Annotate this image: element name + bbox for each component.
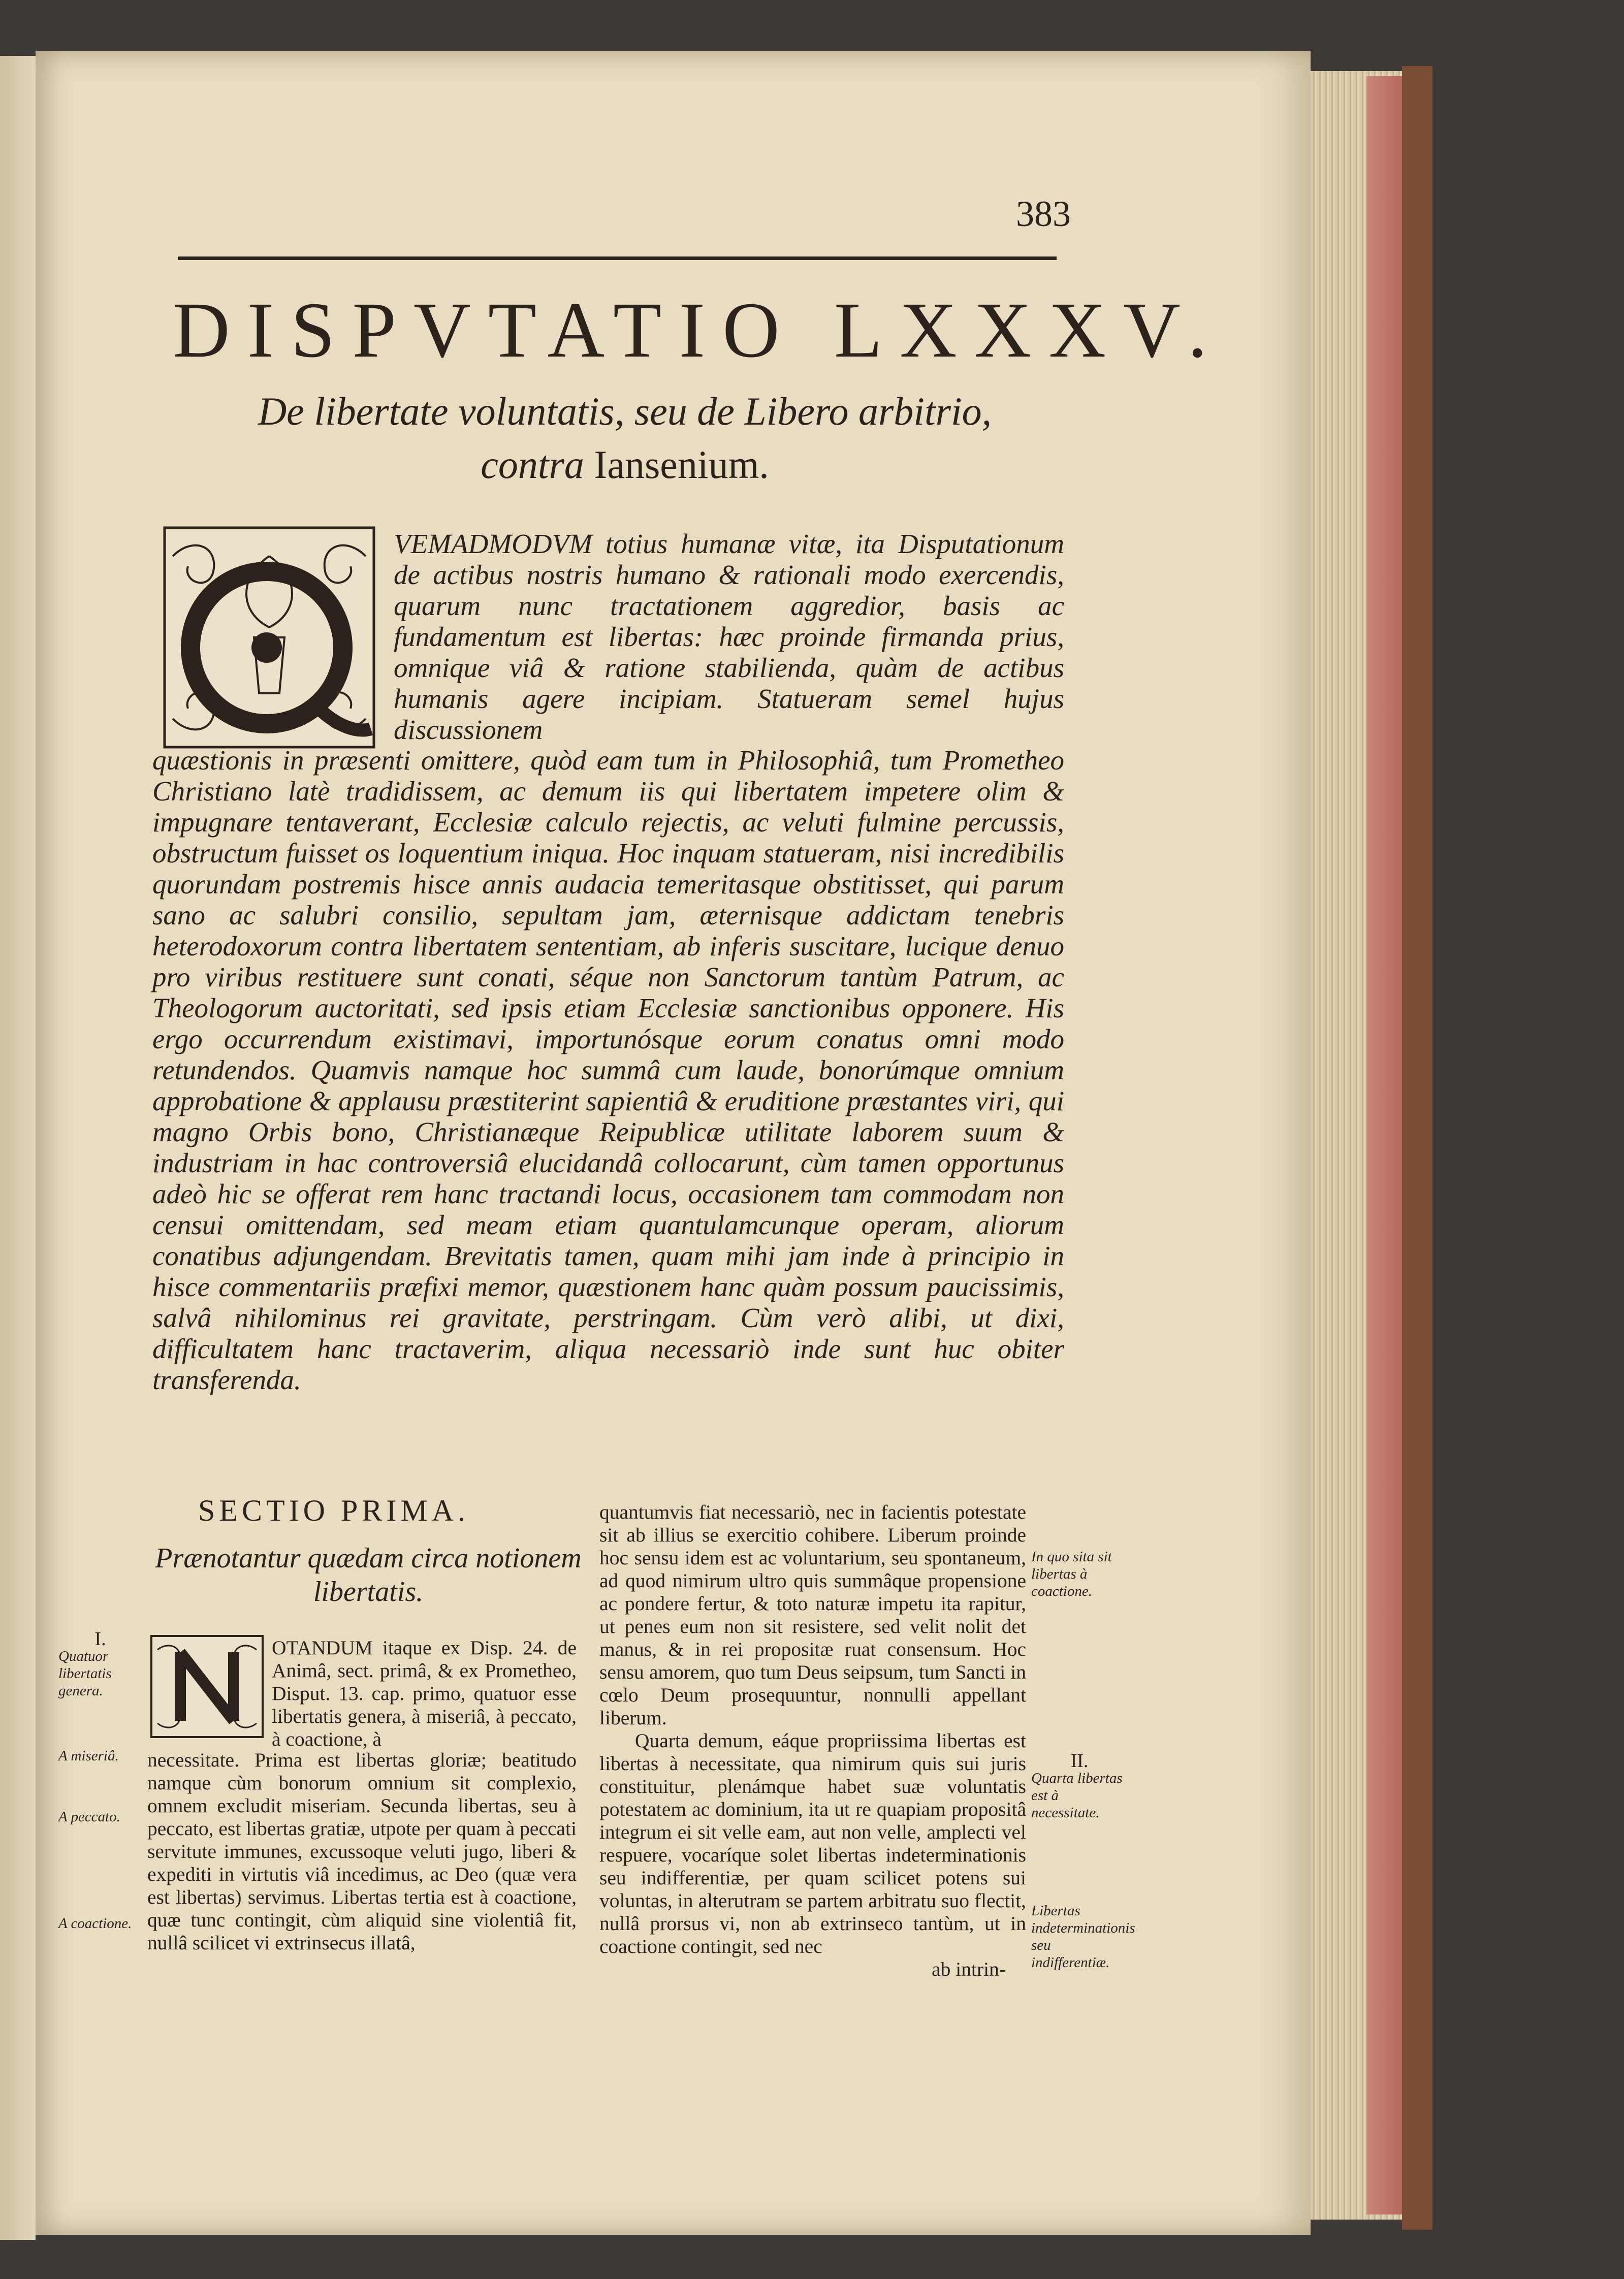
section-title: SECTIO PRIMA. xyxy=(198,1494,470,1527)
section-left-column-start: OTANDUM itaque ex Disp. 24. de Animâ, sect. primâ, & ex Prometheo, Disput. 13. cap. primo, quatuor esse libertatis genera, à miseriâ, à peccato, à coactione, à xyxy=(272,1636,577,1750)
right-column-paragraph-2: Quarta demum, eáque propriissima libertas est libertas à necessitate, qua nimirum quis sui juris constituitur, plenámque habet suæ voluntatis potestatem ac dominium, ita ut re quapiam propositâ integrum ei sit velle eam, aut non velle, amplecti vel respuere, vocaríque solet libertas indeterminationis seu indifferentiæ, per quam scilicet potens sui voluntas, in alterutram se partem arbitratu suo flectit, nullâ prorsus vi, non ab extrinseco tantùm, ut in coactione contingit, sed nec xyxy=(599,1729,1026,1957)
margin-note-2-text: Quarta libertas est à necessitate. xyxy=(1031,1770,1123,1821)
margin-note-2-number: II. xyxy=(1070,1750,1089,1772)
opponent-name: Iansenium. xyxy=(594,442,769,487)
margin-note-coactione: A coactione. xyxy=(58,1915,132,1932)
margin-note-peccato: A peccato. xyxy=(58,1809,120,1825)
margin-note-miseria: A miseriâ. xyxy=(58,1748,119,1764)
book-cover-edge xyxy=(1402,66,1432,2230)
margin-note-1-number: I. xyxy=(94,1628,106,1650)
ornamental-dropcap-q xyxy=(163,526,376,749)
page-number: 383 xyxy=(1016,194,1071,234)
catchword: ab intrin- xyxy=(932,1958,1006,1980)
disputation-subtitle-contra xyxy=(168,442,1082,488)
right-column-paragraph-1: quantumvis fiat necessariò, nec in facientis potestate sit ab illius se exercitio cohibere. Liberum proinde hoc sensu idem est ac voluntarium, seu spontaneum, ad quod nimirum ultro quis summâque propensione ac pondere fertur, & toto naturæ impetu ita rapitur, ut penes eum non sit resistere, sed velit nolit det manus, & in rei propositæ ruat consensum. Hoc sensu amorem, quo tum Deus seipsum, tum Sancti in cœlo Deum prosequuntur, nonnulli appellant liberum. xyxy=(599,1501,1026,1729)
ornamental-dropcap-n xyxy=(150,1634,264,1739)
intro-paragraph-continued: quæstionis in præsenti omittere, quòd eam tum in Philosophiâ, tum Prometheo Christiano latè tradidissem, ac demum iis qui libertatem impetere olim & impugnare tentaverant, Ecclesiæ calculo rejectis, ac veluti fulmine percussis, obstructum fuisset os loquentium iniqua. Hoc inquam statueram, nisi incredibilis quorundam postremis hisce annis audacia temeritasque obstitisset, qui parum sano ac salubri consilio, sepultam jam, æternisque addictam tenebris heterodoxorum contra libertatem sententiam, ab inferis suscitare, lucique denuo pro viribus restituere sunt conati, séque non Sanctorum tantùm Patrum, ac Theologorum auctoritati, sed ipsis etiam Ecclesiæ sanctionibus opponere. His ergo occurrendum existimavi, importunósque eorum conatus omni modo retundendos. Quamvis namque hoc summâ cum laude, bonorúmque omnium approbatione & applausu præstiterint sapientiâ & eruditione præstantes viri, qui magno Orbis bono, Christianæque Reipublicæ utilitate laborem suum & industriam in hac controversiâ elucidandâ collocarunt, cùm tamen opportunus adeò hic se offerat rem hanc tractandi locus, occasionem tam commodam non censui omittendam, sed meam etiam quantulamcunque operam, aliorum conatibus adjungendam. Brevitatis tamen, quam mihi jam inde à principio in hisce commentariis præfixi memor, quæstionem hanc quàm possum paucissimis, salvâ nihilominus rei gravitate, perstringam. Cùm verò alibi, ut dixi, difficultatem hanc tractaverim, aliqua necessariò inde sunt huc obiter transferenda. xyxy=(152,745,1064,1395)
section-right-column xyxy=(599,1501,1026,1981)
margin-note-2 xyxy=(1031,1752,1128,1821)
margin-note-right-3: Libertas indeterminationis seu indifferentiæ. xyxy=(1031,1903,1135,1971)
red-page-edge xyxy=(1366,76,1402,2214)
section-left-column-text: necessitate. Prima est libertas gloriæ; beatitudo namque cùm bonorum omnium sit complexio, omnem excludit miseriam. Secunda libertas, seu à peccato, est libertas gratiæ, utpote per quam à peccati servitute immunes, excussoque veluti jugo, liberi & expediti in virtutis viâ incedimus, ac Deo (quæ vera est libertas) servimus. Libertas tertia est à coactione, quæ tunc contingit, cùm aliquid sine violentiâ fit, nullâ scilicet vi extrinsecus illatâ, xyxy=(147,1749,577,1954)
margin-note-1 xyxy=(58,1630,142,1699)
intro-paragraph-start: VEMADMODVM totius humanæ vitæ, ita Disputationum de actibus nostris humano & rationali modo exercendis, quarum nunc tractationem aggredior, basis ac fundamentum est libertas: hæc proinde firmanda prius, omnique viâ & ratione stabilienda, quàm de actibus humanis agere incipiam. Statueram semel hujus discussionem xyxy=(394,528,1064,745)
margin-note-1-text: Quatuor libertatis genera. xyxy=(58,1648,112,1699)
header-rule xyxy=(178,256,1057,260)
disputation-subtitle: De libertate voluntatis, seu de Libero arbitrio, xyxy=(258,389,992,433)
contra-word: contra xyxy=(481,442,584,487)
section-subtitle: Prænotantur quædam circa notionem libertatis. xyxy=(155,1543,582,1608)
disputation-title: DISPVTATIO LXXXV. xyxy=(173,286,1225,374)
margin-note-right-1: In quo sita sit libertas à coactione. xyxy=(1031,1549,1112,1599)
facing-page-edge xyxy=(0,56,36,2240)
